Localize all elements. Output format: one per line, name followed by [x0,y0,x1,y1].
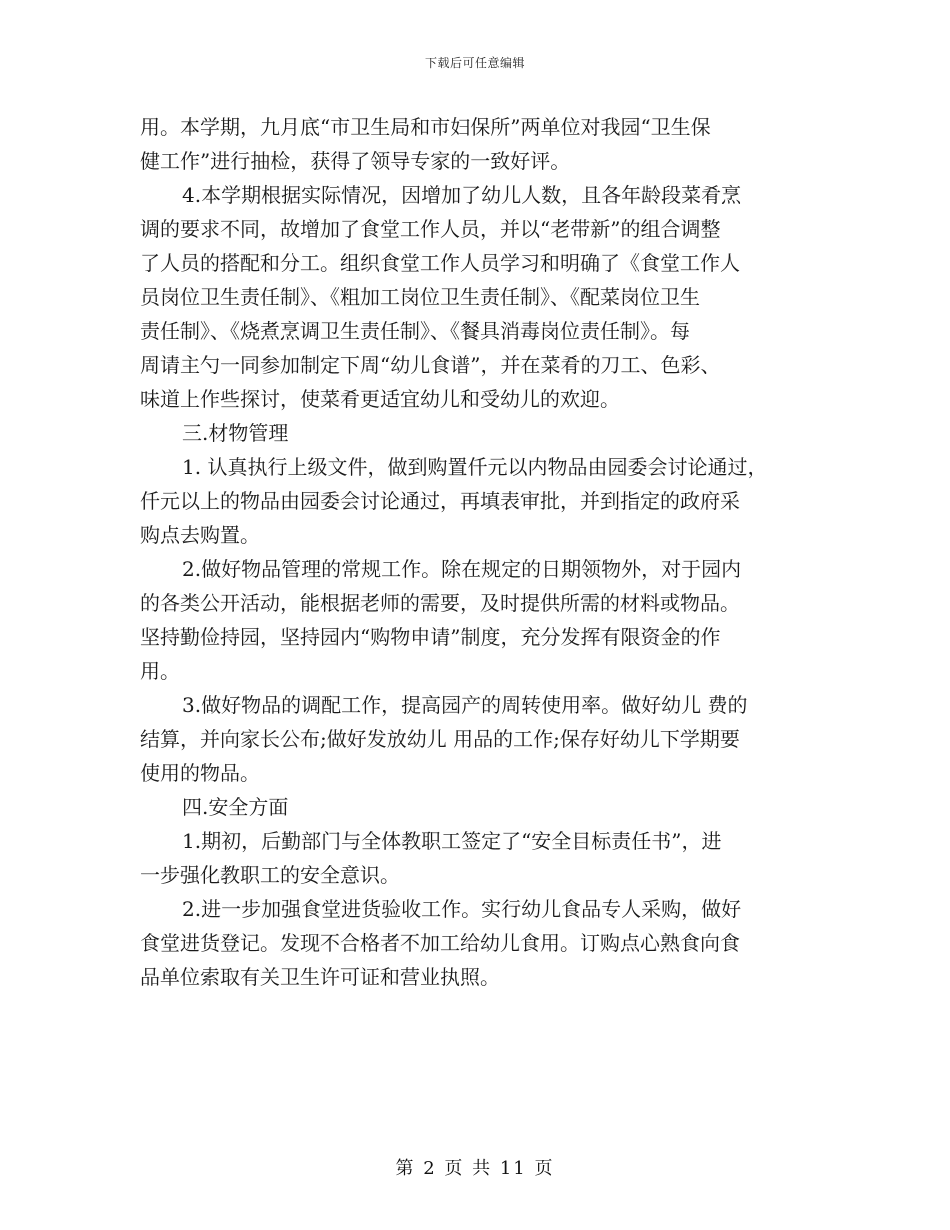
text-line: 3.做好物品的调配工作，提高园产的周转使用率。做好幼儿 费的 [182,693,748,717]
text-line: 2.进一步加强食堂进货验收工作。实行幼儿食品专人采购，做好 [182,897,742,921]
text-line: 周请主勺一同参加制定下周“幼儿食谱”，并在菜肴的刀工、色彩、 [140,353,721,377]
paragraph [140,688,830,790]
text-line: 的各类公开活动，能根据老师的需要，及时提供所需的材料或物品。 [140,591,740,615]
paragraph [140,824,830,892]
paragraph [140,416,830,450]
text-line: 1. 认真执行上级文件，做到购置仟元以内物品由园委会讨论通过， [182,455,768,479]
text-line: 食堂进货登记。发现不合格者不加工给幼儿食用。订购点心熟食向食 [140,931,740,955]
text-line: 了人员的搭配和分工。组织食堂工作人员学习和明确了《食堂工作人 [140,251,740,275]
text-line: 责任制》、《烧煮烹调卫生责任制》、《餐具消毒岗位责任制》。每 [140,319,690,343]
paragraph [140,892,830,994]
text-line: 购点去购置。 [140,523,260,547]
text-line: 坚持勤俭持园，坚持园内“购物申请”制度，充分发挥有限资金的作 [140,625,721,649]
page-header: 下载后可任意编辑 [424,56,525,70]
text-line: 用。 [140,659,180,683]
text-line: 员岗位卫生责任制》、《粗加工岗位卫生责任制》、《配菜岗位卫生 [140,285,700,309]
text-line: 三.材物管理 [182,421,289,445]
text-line: 用。本学期，九月底“市卫生局和市妇保所”两单位对我园“卫生保 [140,115,711,139]
paragraph [140,790,830,824]
paragraph [140,178,830,416]
text-line: 一步强化教职工的安全意识。 [140,863,400,887]
text-line: 1.期初，后勤部门与全体教职工签定了“安全目标责任书”，进 [182,829,722,853]
page-number-footer: 第 2 页 共 11 页 [395,1158,555,1179]
text-line: 健工作”进行抽检，获得了领导专家的一致好评。 [140,149,571,173]
text-line: 品单位索取有关卫生许可证和营业执照。 [140,965,500,989]
text-line: 2.做好物品管理的常规工作。除在规定的日期领物外，对于园内 [182,557,742,581]
text-line: 调的要求不同，故增加了食堂工作人员，并以“老带新”的组合调整 [140,217,721,241]
text-line: 结算，并向家长公布;做好发放幼儿 用品的工作;保存好幼儿下学期要 [140,727,740,751]
text-line: 4.本学期根据实际情况，因增加了幼儿人数，且各年龄段菜肴烹 [182,183,742,207]
paragraph [140,450,830,552]
paragraph [140,552,830,688]
text-line: 使用的物品。 [140,761,260,785]
document-body [140,110,830,994]
text-line: 味道上作些探讨，使菜肴更适宜幼儿和受幼儿的欢迎。 [140,387,620,411]
paragraph [140,110,830,178]
text-line: 四.安全方面 [182,795,289,819]
text-line: 仟元以上的物品由园委会讨论通过，再填表审批，并到指定的政府采 [140,489,740,513]
